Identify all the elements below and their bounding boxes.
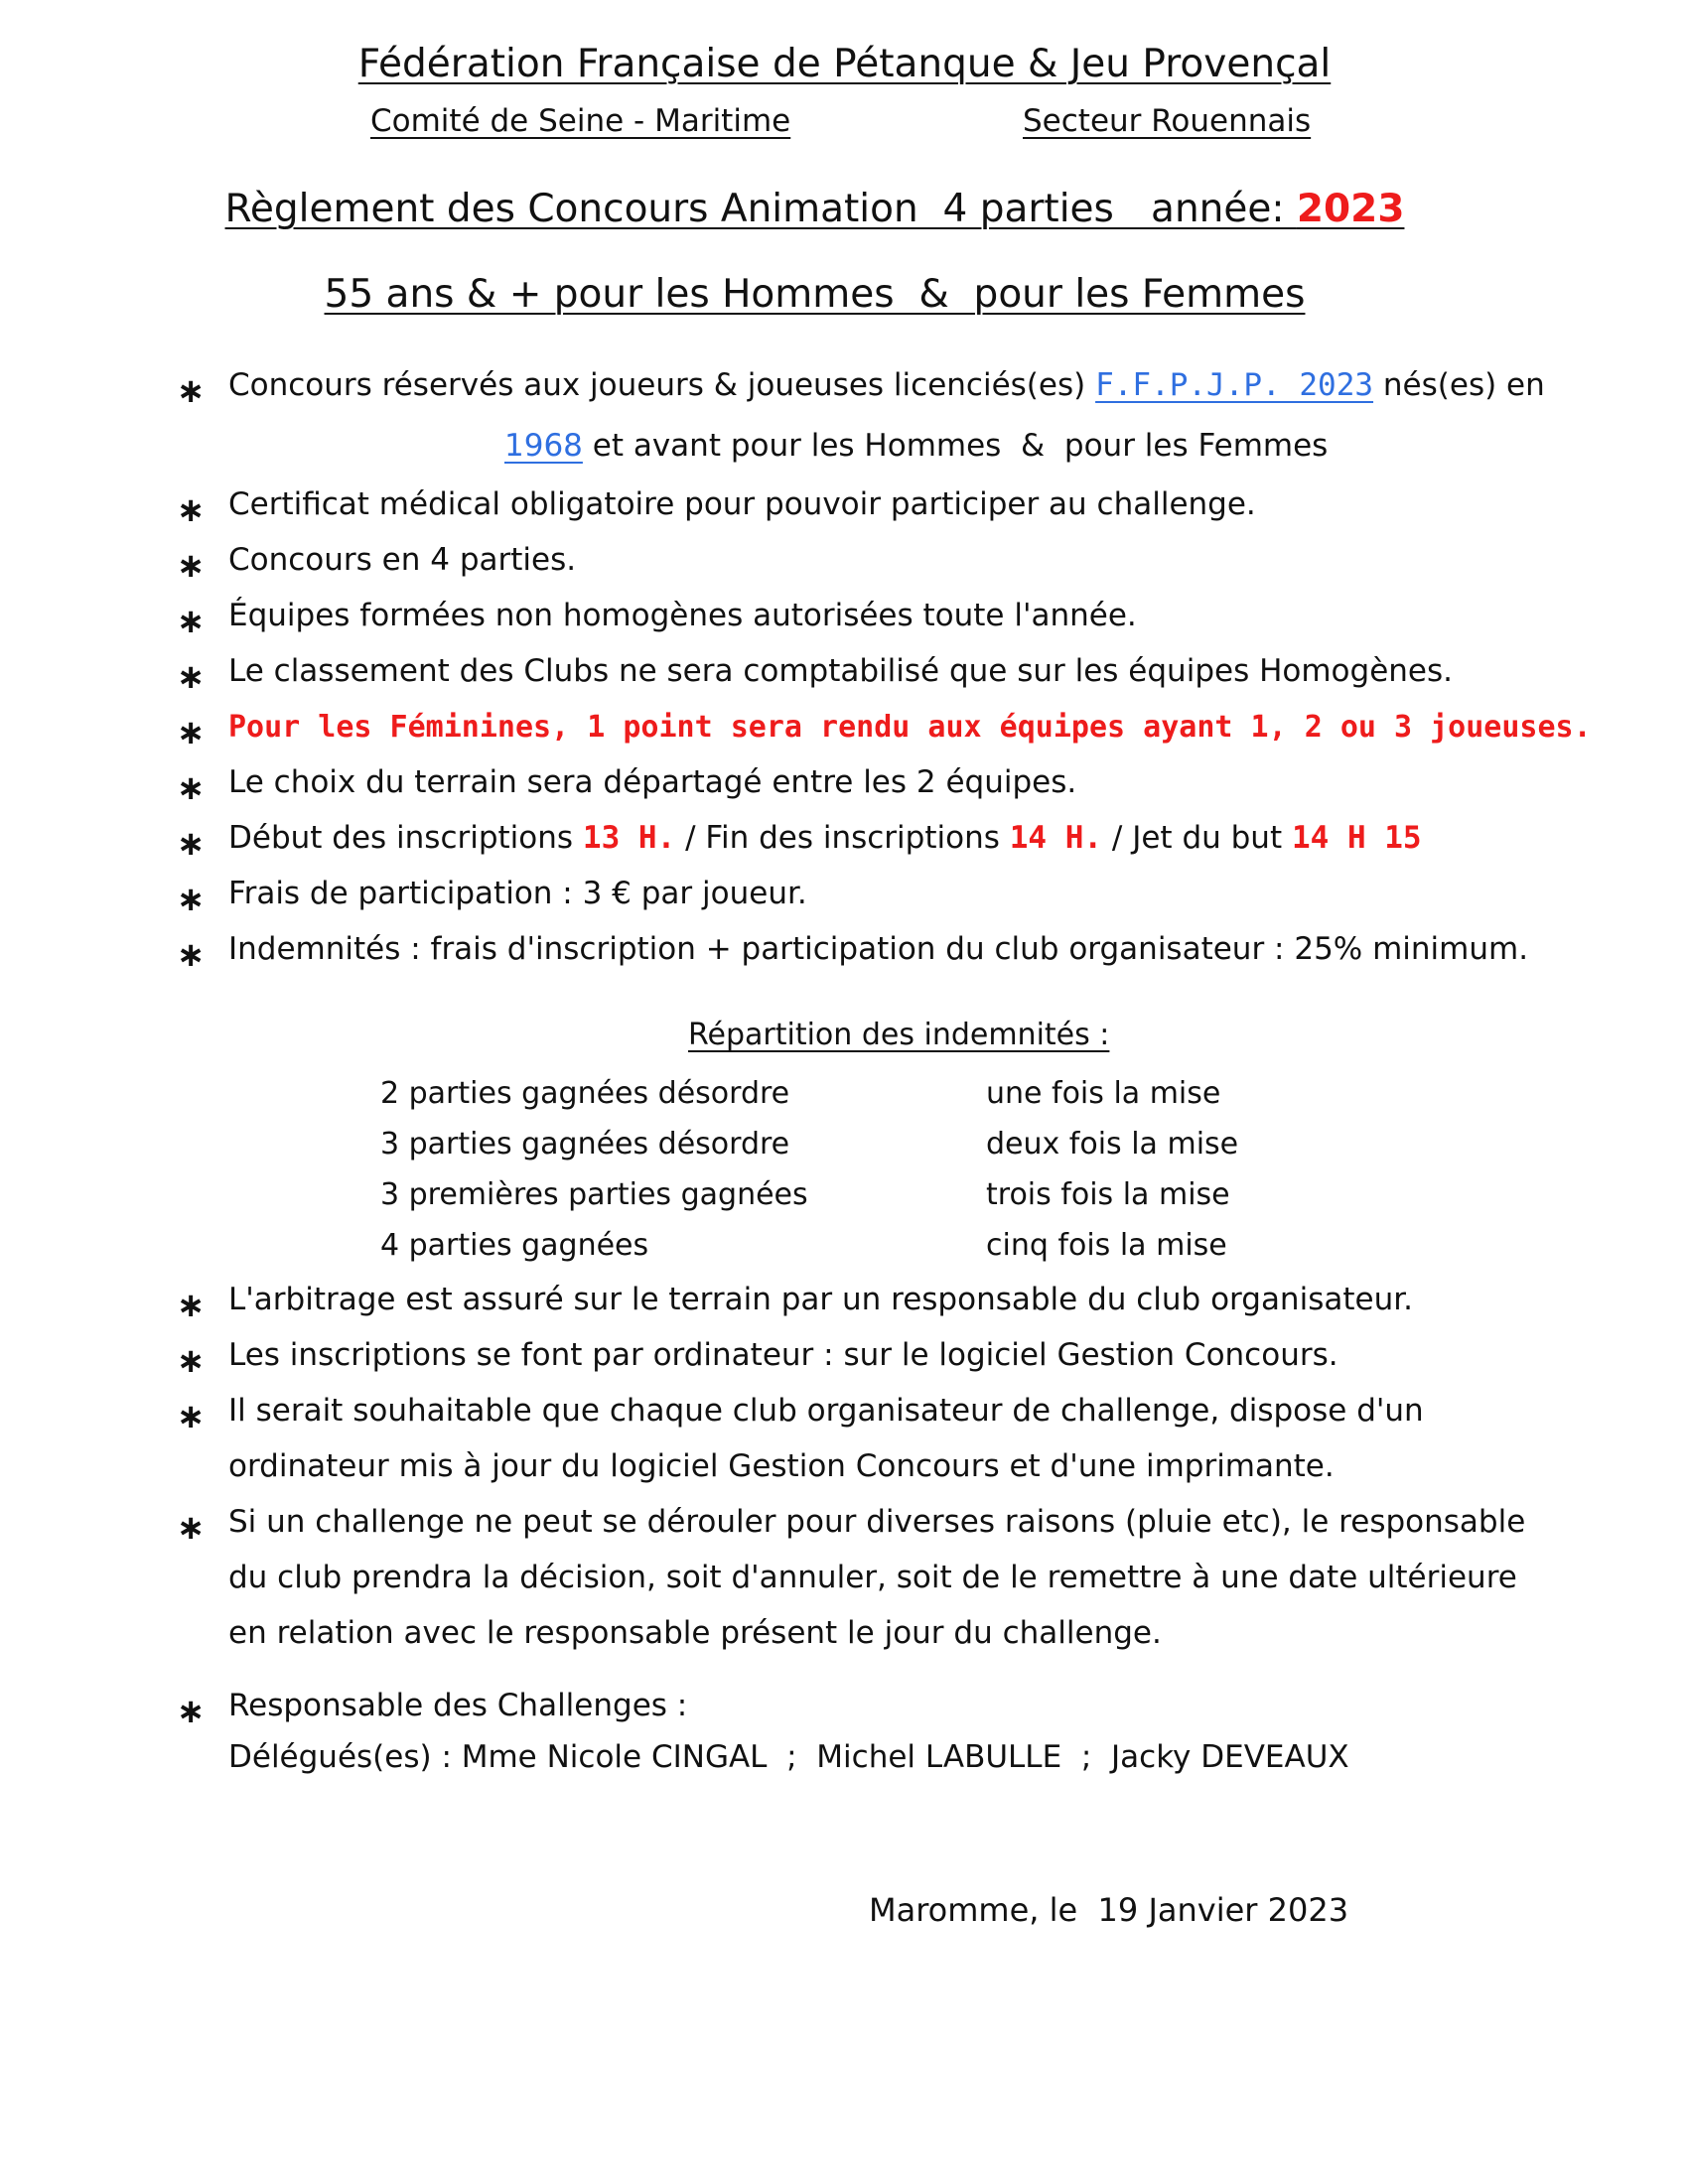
federation-title: [0, 42, 1689, 86]
bullet-icon: ∗: [177, 1397, 206, 1436]
repartition-condition: 4 parties gagnées: [380, 1228, 649, 1263]
rule-meteo-line2: du club prendra la décision, soit d'annuler, soit de le remettre à une date ultérieure: [228, 1560, 1517, 1595]
subtitle-age: [0, 272, 1689, 317]
delegues-list: Délégués(es) : Mme Nicole CINGAL ; Michel LABULLE ; Jacky DEVEAUX: [228, 1739, 1349, 1775]
time-inscription-end: 14 H.: [1009, 820, 1103, 856]
bullet-icon: ∗: [177, 490, 206, 530]
rule-certificat: Certificat médical obligatoire pour pouvoir participer au challenge.: [228, 486, 1256, 522]
repartition-condition: 2 parties gagnées désordre: [380, 1076, 790, 1111]
bullet-icon: ∗: [177, 1286, 206, 1325]
reglement-title-text: Règlement des Concours Animation 4 parties année: 2023: [224, 187, 1405, 231]
subtitle-age-text: 55 ans & + pour les Hommes & pour les Femmes: [324, 272, 1306, 317]
bullet-icon: ∗: [177, 602, 206, 641]
ffpjp-link[interactable]: F.F.P.J.P. 2023: [1095, 367, 1374, 403]
repartition-indemnity: deux fois la mise: [986, 1127, 1239, 1161]
rule-licence-line2: 1968 et avant pour les Hommes & pour les Femmes: [504, 428, 1329, 464]
year-1968-link[interactable]: 1968: [504, 428, 583, 464]
rule-meteo-line3: en relation avec le responsable présent le jour du challenge.: [228, 1615, 1162, 1651]
rule-meteo-line1: Si un challenge ne peut se dérouler pour diverses raisons (pluie etc), le responsable: [228, 1504, 1526, 1540]
rule-ordinateur-line1: Il serait souhaitable que chaque club organisateur de challenge, dispose d'un: [228, 1393, 1424, 1429]
secteur-text: Secteur Rouennais: [1023, 103, 1312, 139]
bullet-icon: ∗: [177, 713, 206, 752]
time-jet-du-but: 14 H 15: [1291, 820, 1422, 856]
secteur-title: [1023, 103, 1311, 139]
bullet-icon: ∗: [177, 880, 206, 919]
comite-text: Comité de Seine - Maritime: [370, 103, 791, 139]
place-date: Maromme, le 19 Janvier 2023: [869, 1891, 1349, 1929]
repartition-title-text: Répartition des indemnités :: [688, 1018, 1110, 1052]
rule-horaires: Début des inscriptions 13 H. / Fin des inscriptions 14 H. / Jet du but 14 H 15: [228, 820, 1422, 856]
bullet-icon: ∗: [177, 1508, 206, 1548]
rule-arbitrage: L'arbitrage est assuré sur le terrain par un responsable du club organisateur.: [228, 1282, 1413, 1317]
rule-indemnites: Indemnités : frais d'inscription + participation du club organisateur : 25% minimum.: [228, 931, 1529, 967]
rule-classement: Le classement des Clubs ne sera comptabilisé que sur les équipes Homogènes.: [228, 653, 1453, 689]
reglement-title: [0, 187, 1689, 231]
time-inscription-start: 13 H.: [582, 820, 676, 856]
responsable-title: Responsable des Challenges :: [228, 1688, 688, 1723]
rule-ordinateur-line2: ordinateur mis à jour du logiciel Gestion Concours et d'une imprimante.: [228, 1448, 1335, 1484]
rule-parties: Concours en 4 parties.: [228, 542, 577, 578]
repartition-condition: 3 parties gagnées désordre: [380, 1127, 790, 1161]
bullet-icon: ∗: [177, 1692, 206, 1731]
bullet-icon: ∗: [177, 824, 206, 864]
bullet-icon: ∗: [177, 371, 206, 411]
bullet-icon: ∗: [177, 935, 206, 975]
rule-feminines: Pour les Féminines, 1 point sera rendu aux équipes ayant 1, 2 ou 3 joueuses.: [228, 710, 1592, 745]
bullet-icon: ∗: [177, 546, 206, 586]
repartition-indemnity: une fois la mise: [986, 1076, 1221, 1111]
bullet-icon: ∗: [177, 768, 206, 808]
repartition-condition: 3 premières parties gagnées: [380, 1177, 808, 1212]
bullet-icon: ∗: [177, 657, 206, 697]
rule-frais: Frais de participation : 3 € par joueur.: [228, 876, 807, 911]
rule-equipes: Équipes formées non homogènes autorisées toute l'année.: [228, 598, 1137, 633]
bullet-icon: ∗: [177, 1341, 206, 1381]
rule-licence: Concours réservés aux joueurs & joueuses licenciés(es) F.F.P.J.P. 2023 nés(es) en: [228, 367, 1545, 403]
repartition-indemnity: cinq fois la mise: [986, 1228, 1227, 1263]
comite-title: [370, 103, 790, 139]
rule-terrain: Le choix du terrain sera départagé entre les 2 équipes.: [228, 764, 1077, 800]
repartition-indemnity: trois fois la mise: [986, 1177, 1230, 1212]
year-highlight: 2023: [1296, 187, 1405, 231]
federation-title-text: Fédération Française de Pétanque & Jeu Provençal: [357, 42, 1332, 86]
rule-inscriptions-ordinateur: Les inscriptions se font par ordinateur : sur le logiciel Gestion Concours.: [228, 1337, 1338, 1373]
repartition-title: [688, 1018, 1109, 1052]
